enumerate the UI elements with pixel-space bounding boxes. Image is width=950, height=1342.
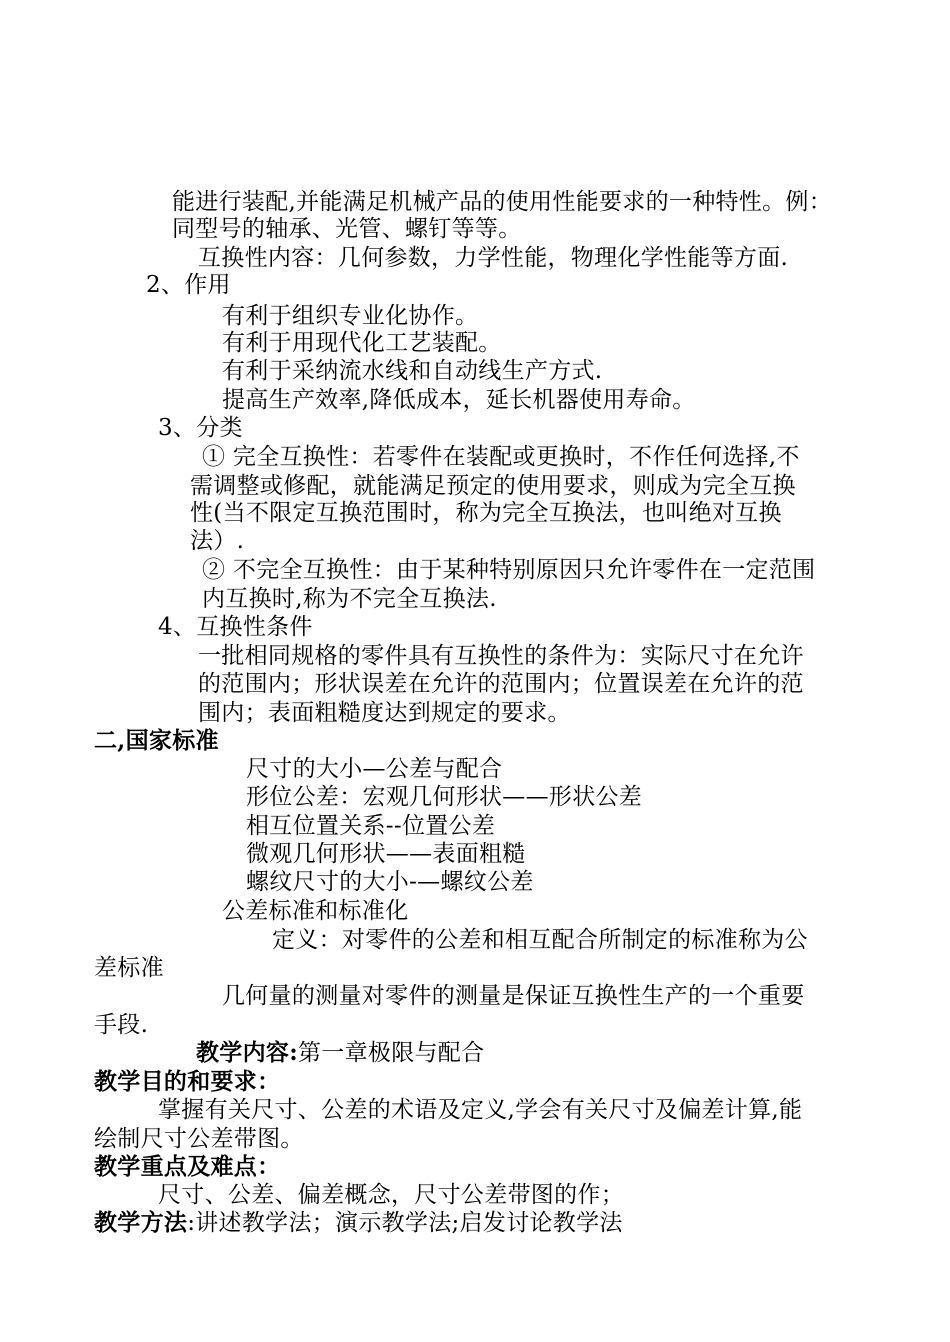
section-heading: 2、作用 (146, 272, 231, 298)
teaching-method-value: :讲述教学法；演示教学法;启发讨论教学法 (187, 1210, 623, 1236)
teaching-method-line (94, 1210, 623, 1236)
list-item: 有利于用现代化工艺装配。 (222, 330, 502, 356)
list-item: 微观几何形状——表面粗糙 (246, 841, 526, 867)
teaching-method-label: 教学方法 (94, 1209, 188, 1236)
list-item: 形位公差：宏观几何形状——形状公差 (246, 784, 643, 810)
section-heading: 3、分类 (158, 415, 243, 441)
teaching-content-line (196, 1040, 484, 1066)
paragraph-line: 同型号的轴承、光管、螺钉等等。 (172, 216, 522, 242)
list-item: 螺纹尺寸的大小-—螺纹公差 (246, 869, 534, 895)
paragraph-line: 手段. (94, 1012, 149, 1038)
paragraph-line: ② 不完全互换性：由于某种特别原因只允许零件在一定范围 (202, 557, 816, 583)
paragraph-line: 互换性内容：几何参数，力学性能，物理化学性能等方面. (198, 245, 789, 271)
teaching-content-label: 教学内容: (196, 1039, 298, 1066)
paragraph-line: 需调整或修配，就能满足预定的使用要求，则成为完全互换 (190, 473, 796, 499)
paragraph-line: 尺寸、公差、偏差概念，尺寸公差带图的作； (158, 1182, 624, 1208)
paragraph-line: 性(当不限定互换范围时，称为完全互换法，也叫绝对互换 (190, 500, 782, 526)
paragraph-line: 公差标准和标准化 (222, 898, 409, 924)
paragraph-line: 掌握有关尺寸、公差的术语及定义,学会有关尺寸及偏差计算,能 (158, 1097, 803, 1123)
list-item: 尺寸的大小—公差与配合 (246, 756, 503, 782)
paragraph-line: ① 完全互换性：若零件在装配或更换时，不作任何选择,不 (202, 444, 800, 470)
paragraph-line: 定义：对零件的公差和相互配合所制定的标准称为公 (272, 927, 808, 953)
paragraph-line: 差标准 (94, 955, 164, 981)
list-item: 有利于组织专业化协作。 (222, 303, 479, 329)
section-heading: 4、互换性条件 (158, 614, 313, 640)
paragraph-line: 一批相同规格的零件具有互换性的条件为：实际尺寸在允许 (198, 643, 804, 669)
teaching-content-value: 第一章极限与配合 (298, 1040, 485, 1066)
list-item: 提高生产效率,降低成本，延长机器使用寿命。 (222, 387, 696, 413)
paragraph-line: 几何量的测量对零件的测量是保证互换性生产的一个重要 (222, 983, 805, 1009)
paragraph-line: 法）. (190, 528, 245, 554)
chapter-heading: 二,国家标准 (94, 727, 219, 754)
list-item: 有利于采纳流水线和自动线生产方式. (222, 358, 603, 384)
list-item: 相互位置关系--位置公差 (246, 813, 496, 839)
paragraph-line: 的范围内；形状误差在允许的范围内；位置误差在允许的范 (198, 671, 804, 697)
key-points-heading: 教学重点及难点： (94, 1153, 281, 1180)
paragraph-line: 围内；表面粗糙度达到规定的要求。 (198, 700, 571, 726)
paragraph-line: 能进行装配,并能满足机械产品的使用性能要求的一种特性。例： (172, 189, 833, 215)
paragraph-line: 绘制尺寸公差带图。 (94, 1126, 304, 1152)
paragraph-line: 内互换时,称为不完全互换法. (202, 586, 497, 612)
teaching-goal-heading: 教学目的和要求： (94, 1068, 281, 1095)
